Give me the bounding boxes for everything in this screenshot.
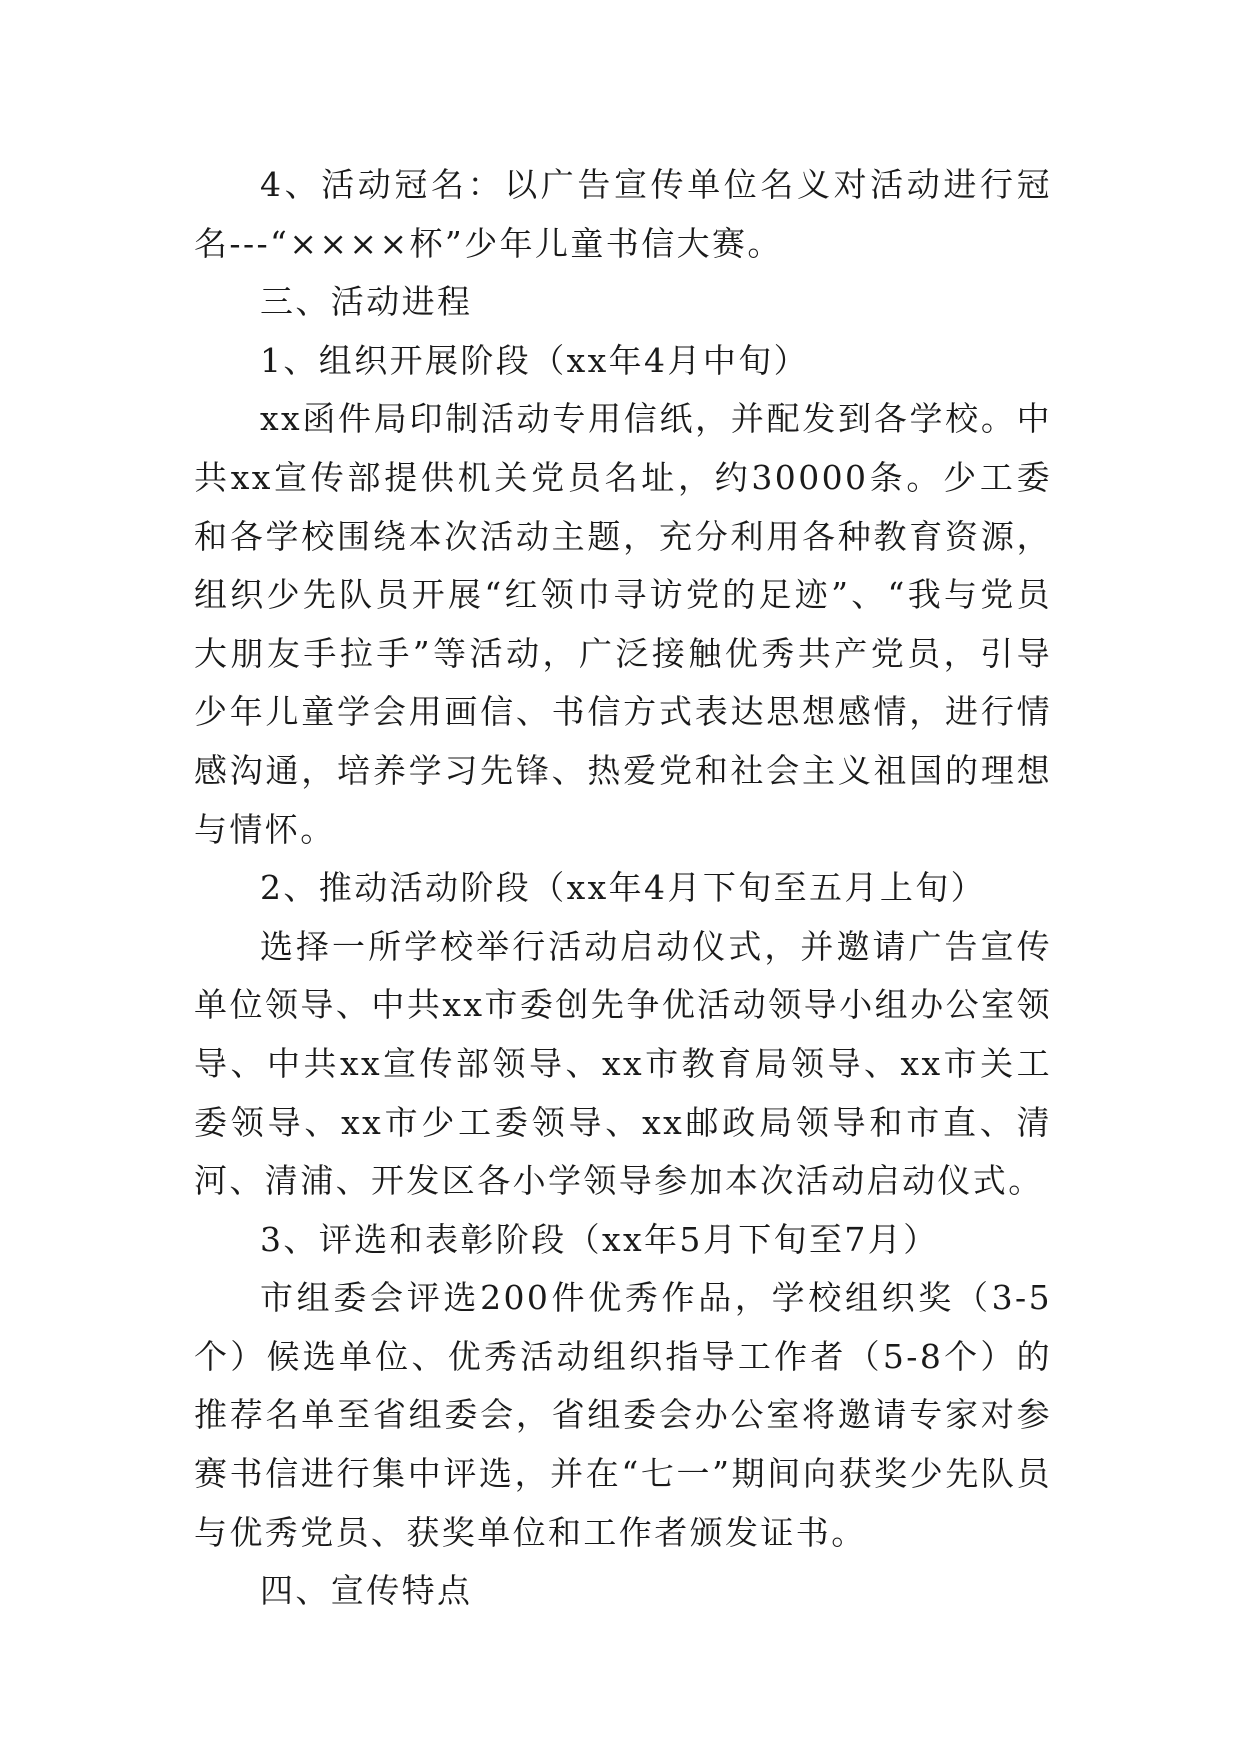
- section-heading-publicity: 四、宣传特点: [260, 1571, 473, 1611]
- document-body: [194, 156, 1052, 1621]
- paragraph-stage-2: 选择一所学校举行活动启动仪式，并邀请广告宣传单位领导、中共xx市委创先争优活动领导小组办公室领导、中共xx宣传部领导、xx市教育局领导、xx市关工委领导、xx市少工委领导、xx邮政局领导和市直、清河、清浦、开发区各小学领导参加本次活动启动仪式。: [194, 926, 1052, 1201]
- section-heading-activity-process: 三、活动进程: [260, 282, 473, 322]
- stage-heading-3: 3、评选和表彰阶段（xx年5月下旬至7月）: [260, 1219, 939, 1259]
- stage-heading-2: 2、推动活动阶段（xx年4月下旬至五月上旬）: [260, 868, 987, 908]
- paragraph-naming: 4、活动冠名：以广告宣传单位名义对活动进行冠名---“××××杯”少年儿童书信大赛。: [194, 165, 1052, 263]
- paragraph-stage-1: xx函件局印制活动专用信纸，并配发到各学校。中共xx宣传部提供机关党员名址，约30000条。少工委和各学校围绕本次活动主题，充分利用各种教育资源，组织少先队员开展“红领巾寻访党的足迹”、“我与党员大朋友手拉手”等活动，广泛接触优秀共产党员，引导少年儿童学会用画信、书信方式表达思想感情，进行情感沟通，培养学习先锋、热爱党和社会主义祖国的理想与情怀。: [194, 399, 1052, 849]
- paragraph-stage-3: 市组委会评选200件优秀作品，学校组织奖（3-5个）候选单位、优秀活动组织指导工作者（5-8个）的推荐名单至省组委会，省组委会办公室将邀请专家对参赛书信进行集中评选，并在“七一”期间向获奖少先队员与优秀党员、获奖单位和工作者颁发证书。: [194, 1278, 1052, 1552]
- stage-heading-1: 1、组织开展阶段（xx年4月中旬）: [260, 340, 810, 380]
